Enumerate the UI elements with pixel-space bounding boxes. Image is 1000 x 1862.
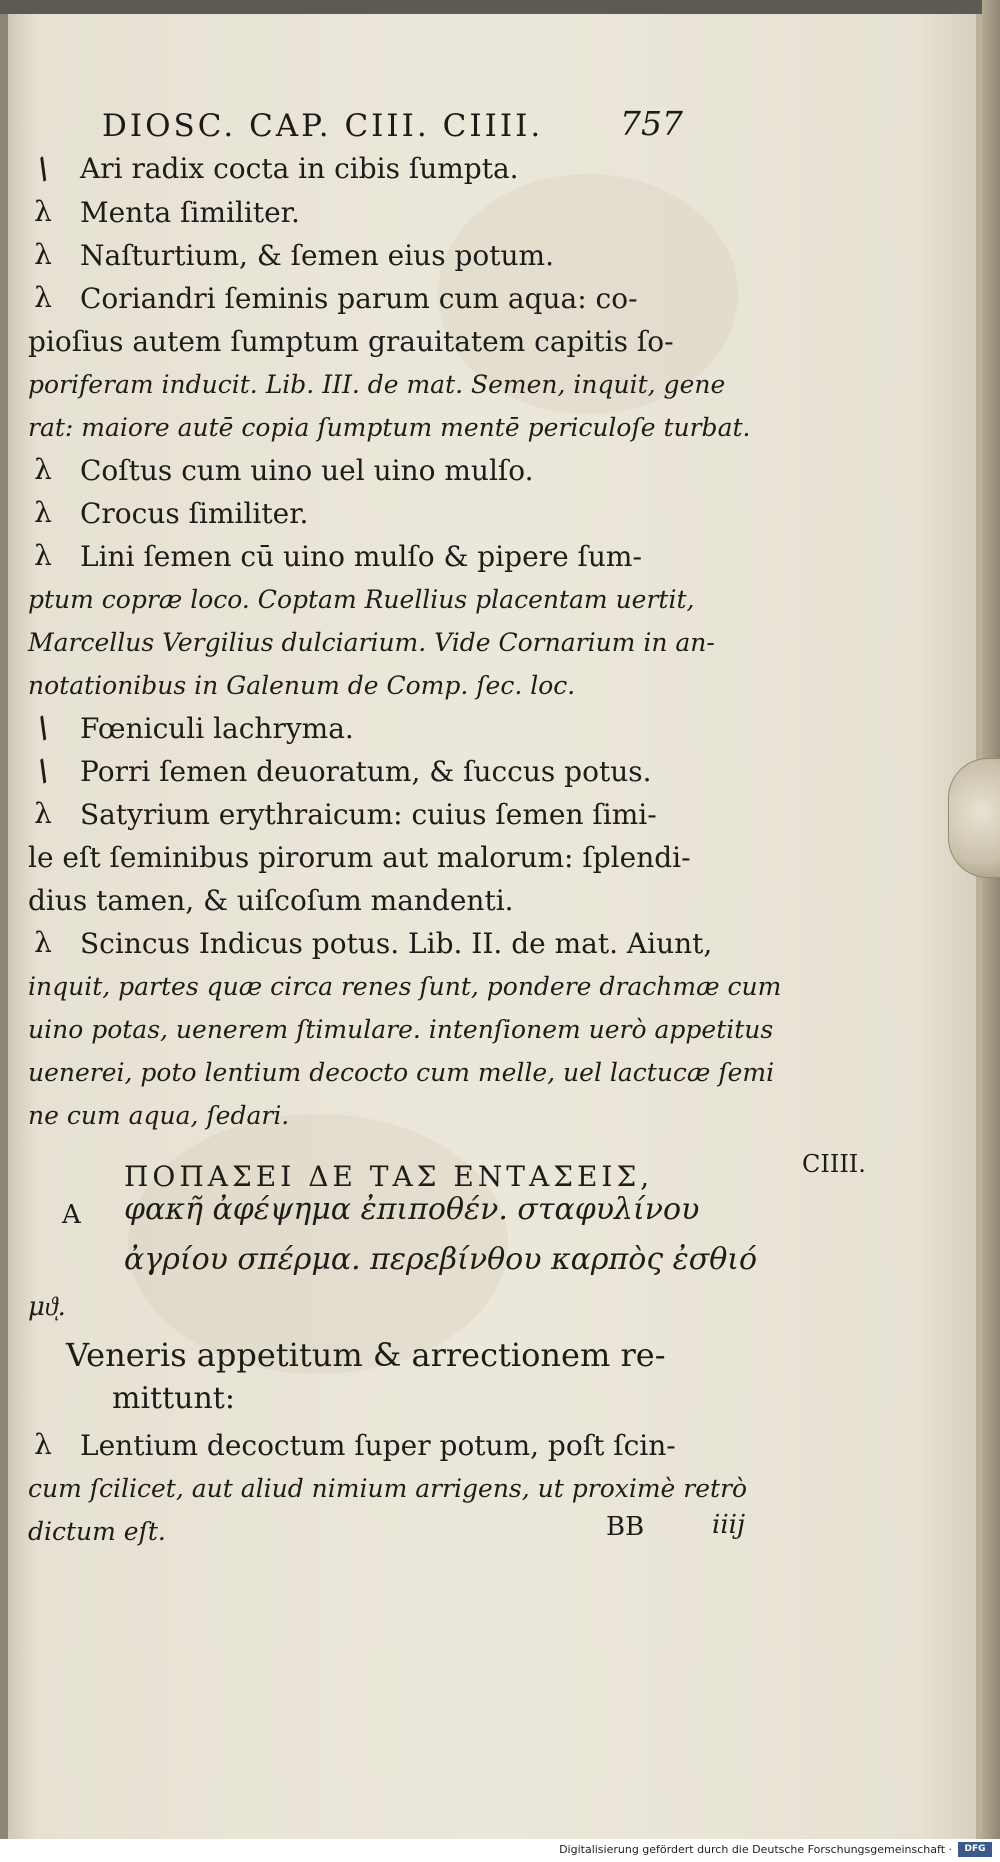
text-line: Coriandri ſeminis parum cum aqua: co- (80, 282, 638, 315)
text-line: Naſturtium, & ſemen eius potum. (80, 239, 554, 272)
lambda-mark: λ (34, 238, 52, 271)
top-border (0, 0, 1000, 14)
text-line: inquit, partes quæ circa renes ſunt, pondere drachmæ cum (28, 972, 782, 1001)
lambda-mark: λ (34, 926, 52, 959)
lambda-mark: λ (34, 195, 52, 228)
greek-heading: ΠΟΠΑΣΕΙ ΔΕ ΤΑΣ ΕΝΤΑΣΕΙΣ, (124, 1160, 654, 1193)
text-line: uino potas, uenerem ſtimulare. intenſionem uerò appetitus (28, 1015, 774, 1044)
text-line: Fœniculi lachryma. (80, 712, 354, 745)
text-line: poriferam inducit. Lib. III. de mat. Semen, inquit, gene (28, 370, 726, 399)
text-line: Porri ſemen deuoratum, & ſuccus potus. (80, 755, 652, 788)
text-line: Satyrium erythraicum: cuius ſemen ſimi- (80, 798, 657, 831)
signature-mark: BB (606, 1512, 645, 1542)
text-line: Ari radix cocta in cibis ſumpta. (80, 152, 519, 185)
text-line: pioſius autem ſumptum grauitatem capitis ſo- (28, 325, 674, 358)
text-line: ptum copræ loco. Coptam Ruellius placentam uertit, (28, 585, 695, 614)
greek-line: μϑͅ. (28, 1292, 66, 1322)
greek-line: φακῆ ἀφέψημα ἐπιποθέν. σταφυλίνου (124, 1192, 700, 1227)
marginal-mark: / (31, 753, 55, 788)
marginal-mark: / (31, 151, 55, 186)
text-line: dictum eſt. (28, 1517, 166, 1546)
lambda-mark: λ (34, 453, 52, 486)
section-letter: A (62, 1200, 81, 1230)
lambda-mark: λ (34, 281, 52, 314)
text-line: ne cum aqua, ſedari. (28, 1101, 290, 1130)
text-line: Marcellus Vergilius dulciarium. Vide Cornarium in an- (28, 628, 715, 657)
page-number: 757 (620, 104, 683, 143)
text-line: cum ſcilicet, aut aliud nimium arrigens, ut proximè retrò (28, 1474, 748, 1503)
text-line: uenerei, poto lentium decocto cum melle, uel lactucæ ſemi (28, 1058, 775, 1087)
text-line: Menta ſimiliter. (80, 196, 300, 229)
text-line: le eſt ſeminibus pirorum aut malorum: ſplendi- (28, 841, 691, 874)
text-line: Scincus Indicus potus. Lib. II. de mat. Aiunt, (80, 927, 713, 960)
text-line: Crocus ſimiliter. (80, 497, 309, 530)
text-line: notationibus in Galenum de Comp. ſec. loc. (28, 671, 576, 700)
text-line: Lini ſemen cū uino mulſo & pipere ſum- (80, 540, 642, 573)
leaf-number: iiij (712, 1510, 746, 1540)
text-line: Lentium decoctum ſuper potum, poſt ſcin- (80, 1429, 676, 1462)
lambda-mark: λ (34, 797, 52, 830)
text-line: Coſtus cum uino uel uino mulſo. (80, 454, 534, 487)
running-title: DIOSC. CAP. CIII. CIIII. (102, 108, 544, 144)
greek-line: ἀγρίου σπέρμα. περεβίνθου καρπὸς ἐσθιό (124, 1242, 758, 1277)
dfg-logo: DFG (958, 1842, 992, 1857)
book-clasp (948, 758, 1000, 878)
marginal-mark: / (31, 710, 55, 745)
lambda-mark: λ (34, 1428, 52, 1461)
book-edge (982, 0, 1000, 1840)
lambda-mark: λ (34, 539, 52, 572)
chapter-number: CIIII. (802, 1150, 866, 1178)
text-line: rat: maiore autē copia ſumptum mentē periculoſe turbat. (28, 413, 751, 442)
text-line: dius tamen, & uiſcoſum mandenti. (28, 884, 514, 917)
section-heading: mittunt: (112, 1381, 235, 1416)
lambda-mark: λ (34, 496, 52, 529)
digitization-credit: Digitalisierung gefördert durch die Deutsche Forschungsgemeinschaft · (559, 1843, 952, 1856)
section-heading: Veneris appetitum & arrectionem re- (66, 1336, 666, 1374)
